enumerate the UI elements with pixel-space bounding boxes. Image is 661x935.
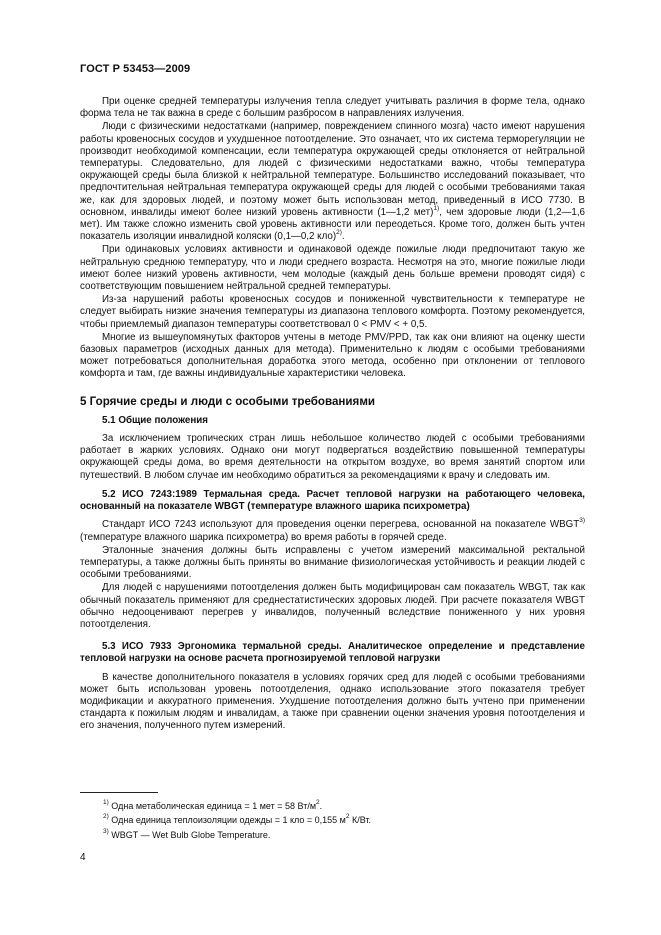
paragraph: Стандарт ИСО 7243 используют для проведения оценки перегрева, основанной на показателе WBGT$^{3)}$ (температуре влажного шарика психрометра) во время работы в горячей среде.: [80, 517, 585, 543]
document-id: ГОСТ Р 53453—2009: [80, 63, 191, 75]
paragraph: За исключением тропических стран лишь небольшое количество людей с особыми требованиями работает в жарких условиях. Однако они могут подвергаться воздействию повышенной температуры окружающей среды дома, во время деятельности на открытом воздухе, во время занятий спортом или путешествий. В любом случае им необходимо обратиться за рекомендациями к врачу и следовать им.: [80, 433, 585, 481]
footnote-ref-1[interactable]: 1): [433, 204, 440, 212]
page-body: [80, 96, 585, 734]
section-5-heading: 5 Горячие среды и люди с особыми требованиями: [80, 394, 376, 408]
section-5-1-heading: 5.1 Общие положения: [102, 414, 209, 426]
footnote-3: $^{3)}$ WBGT — Wet Bulb Globe Temperature.: [103, 827, 271, 840]
section-5-2-heading: 5.2 ИСО 7243:1989 Термальная среда. Расчет тепловой нагрузки на работающего человека, основанный на показателе WBGT (температуре влажного шарика психрометра): [80, 488, 585, 513]
paragraph: Многие из вышеупомянутых факторов учтены в методе PMV/PPD, так как они влияют на оценку шести базовых параметров (исходных данных для метода). Применительно к людям с особыми требованиями может потребоваться дополнительная доработка этого метода, особенно при отклонении от теплового комфорта и там, где важны индивидуальные характеристики человека.: [80, 331, 585, 380]
paragraph: Люди с физическими недостатками (например, повреждением спинного мозга) часто имеют нарушения работы кровеносных сосудов и ухудшенное потоотделение. Это означает, что их система терморегуляции не производит необходимой компенсации, если температура окружающей среды отклоняется от нейтральной температуры. Следовательно, для людей с физическими недостатками важно, чтобы температура окружающей среды была близкой к нейтральной температуре. Большинство исследований показывает, что предпочтительная нейтральная температура окружающей среды для людей с особыми требованиями такая же, как для здоровых людей, и поэтому может быть использован метод, приведенный в ИСО 7730. В основном, инвалиды имеют более низкий уровень активности (1—1,2 мет)$^{1)}$, чем здоровые люди (1,2—1,6 мет). Им также сложно изменить свой уровень активности или переодеться. Кроме того, должен быть учтен показатель изоляции инвалидной коляски (0,1—0,2 кло)$^{2)}$.: [80, 121, 585, 243]
paragraph: Из-за нарушений работы кровеносных сосудов и пониженной чувствительности к температуре не следует выбирать низкие значения температуры из диапазона теплового комфорта. Поэтому рекомендуется, чтобы приемлемый диапазон температуры соответствовал 0 < PMV < + 0,5.: [80, 294, 585, 330]
footnote-divider: [80, 792, 158, 793]
page-number: 4: [80, 852, 86, 863]
footnote-1: $^{1)}$ Одна метаболическая единица = 1 мет = 58 $Вт/м^2$.: [103, 799, 323, 811]
paragraph: При оценке средней температуры излучения тепла следует учитывать различия в форме тела, однако форма тела не так важна в среде с большим разбросом в направлениях излучения.: [80, 96, 585, 120]
paragraph: При одинаковых условиях активности и одинаковой одежде пожилые люди предпочитают такую же нейтральную среднюю температуру, что и люди среднего возраста. Несмотря на это, многие пожилые люди имеют более низкий уровень активности, чем молодые (каждый день больше времени проводят сидя) с соответствующим повышением нейтральной средней температуры.: [80, 244, 585, 293]
footnotes: [80, 799, 585, 842]
section-5-3-heading: 5.3 ИСО 7933 Эргономика термальной среды. Аналитическое определение и представление тепловой нагрузки на основе расчета прогнозируемой тепловой нагрузки: [80, 641, 585, 665]
footnote-2: $^{2)}$ Одна единица теплоизоляции одежды = 1 кло = 0,155 $м^2$ К/Вт.: [103, 813, 372, 826]
footnote-ref-2[interactable]: 2): [336, 228, 342, 236]
paragraph: Эталонные значения должны быть исправлены с учетом измерений максимальной ректальной температуры, а также должны быть приняты во внимание физиологическая устойчивость и реакции людей с особыми требованиями.: [80, 544, 585, 581]
paragraph: В качестве дополнительного показателя в условиях горячих сред для людей с особыми требованиями может быть использован уровень потоотделения, однако использование этого показателя требует модификации и аккуратного применения. Ухудшение потоотделения должно быть учтено при применении стандарта к пожилым людям и инвалидам, а также при сравнении оценки значения уровня потоотделения и его значения, полученного путем измерений.: [80, 671, 585, 732]
paragraph: Для людей с нарушениями потоотделения должен быть модифицирован сам показатель WBGT, так как обычный показатель применяют для среднестатистических здоровых людей. При расчете показателя WBGT обычно недооценивают перегрев у инвалидов, полученный вследствие пониженного у них уровня потоотделения.: [80, 582, 585, 630]
footnote-ref-3[interactable]: 3): [579, 517, 585, 525]
